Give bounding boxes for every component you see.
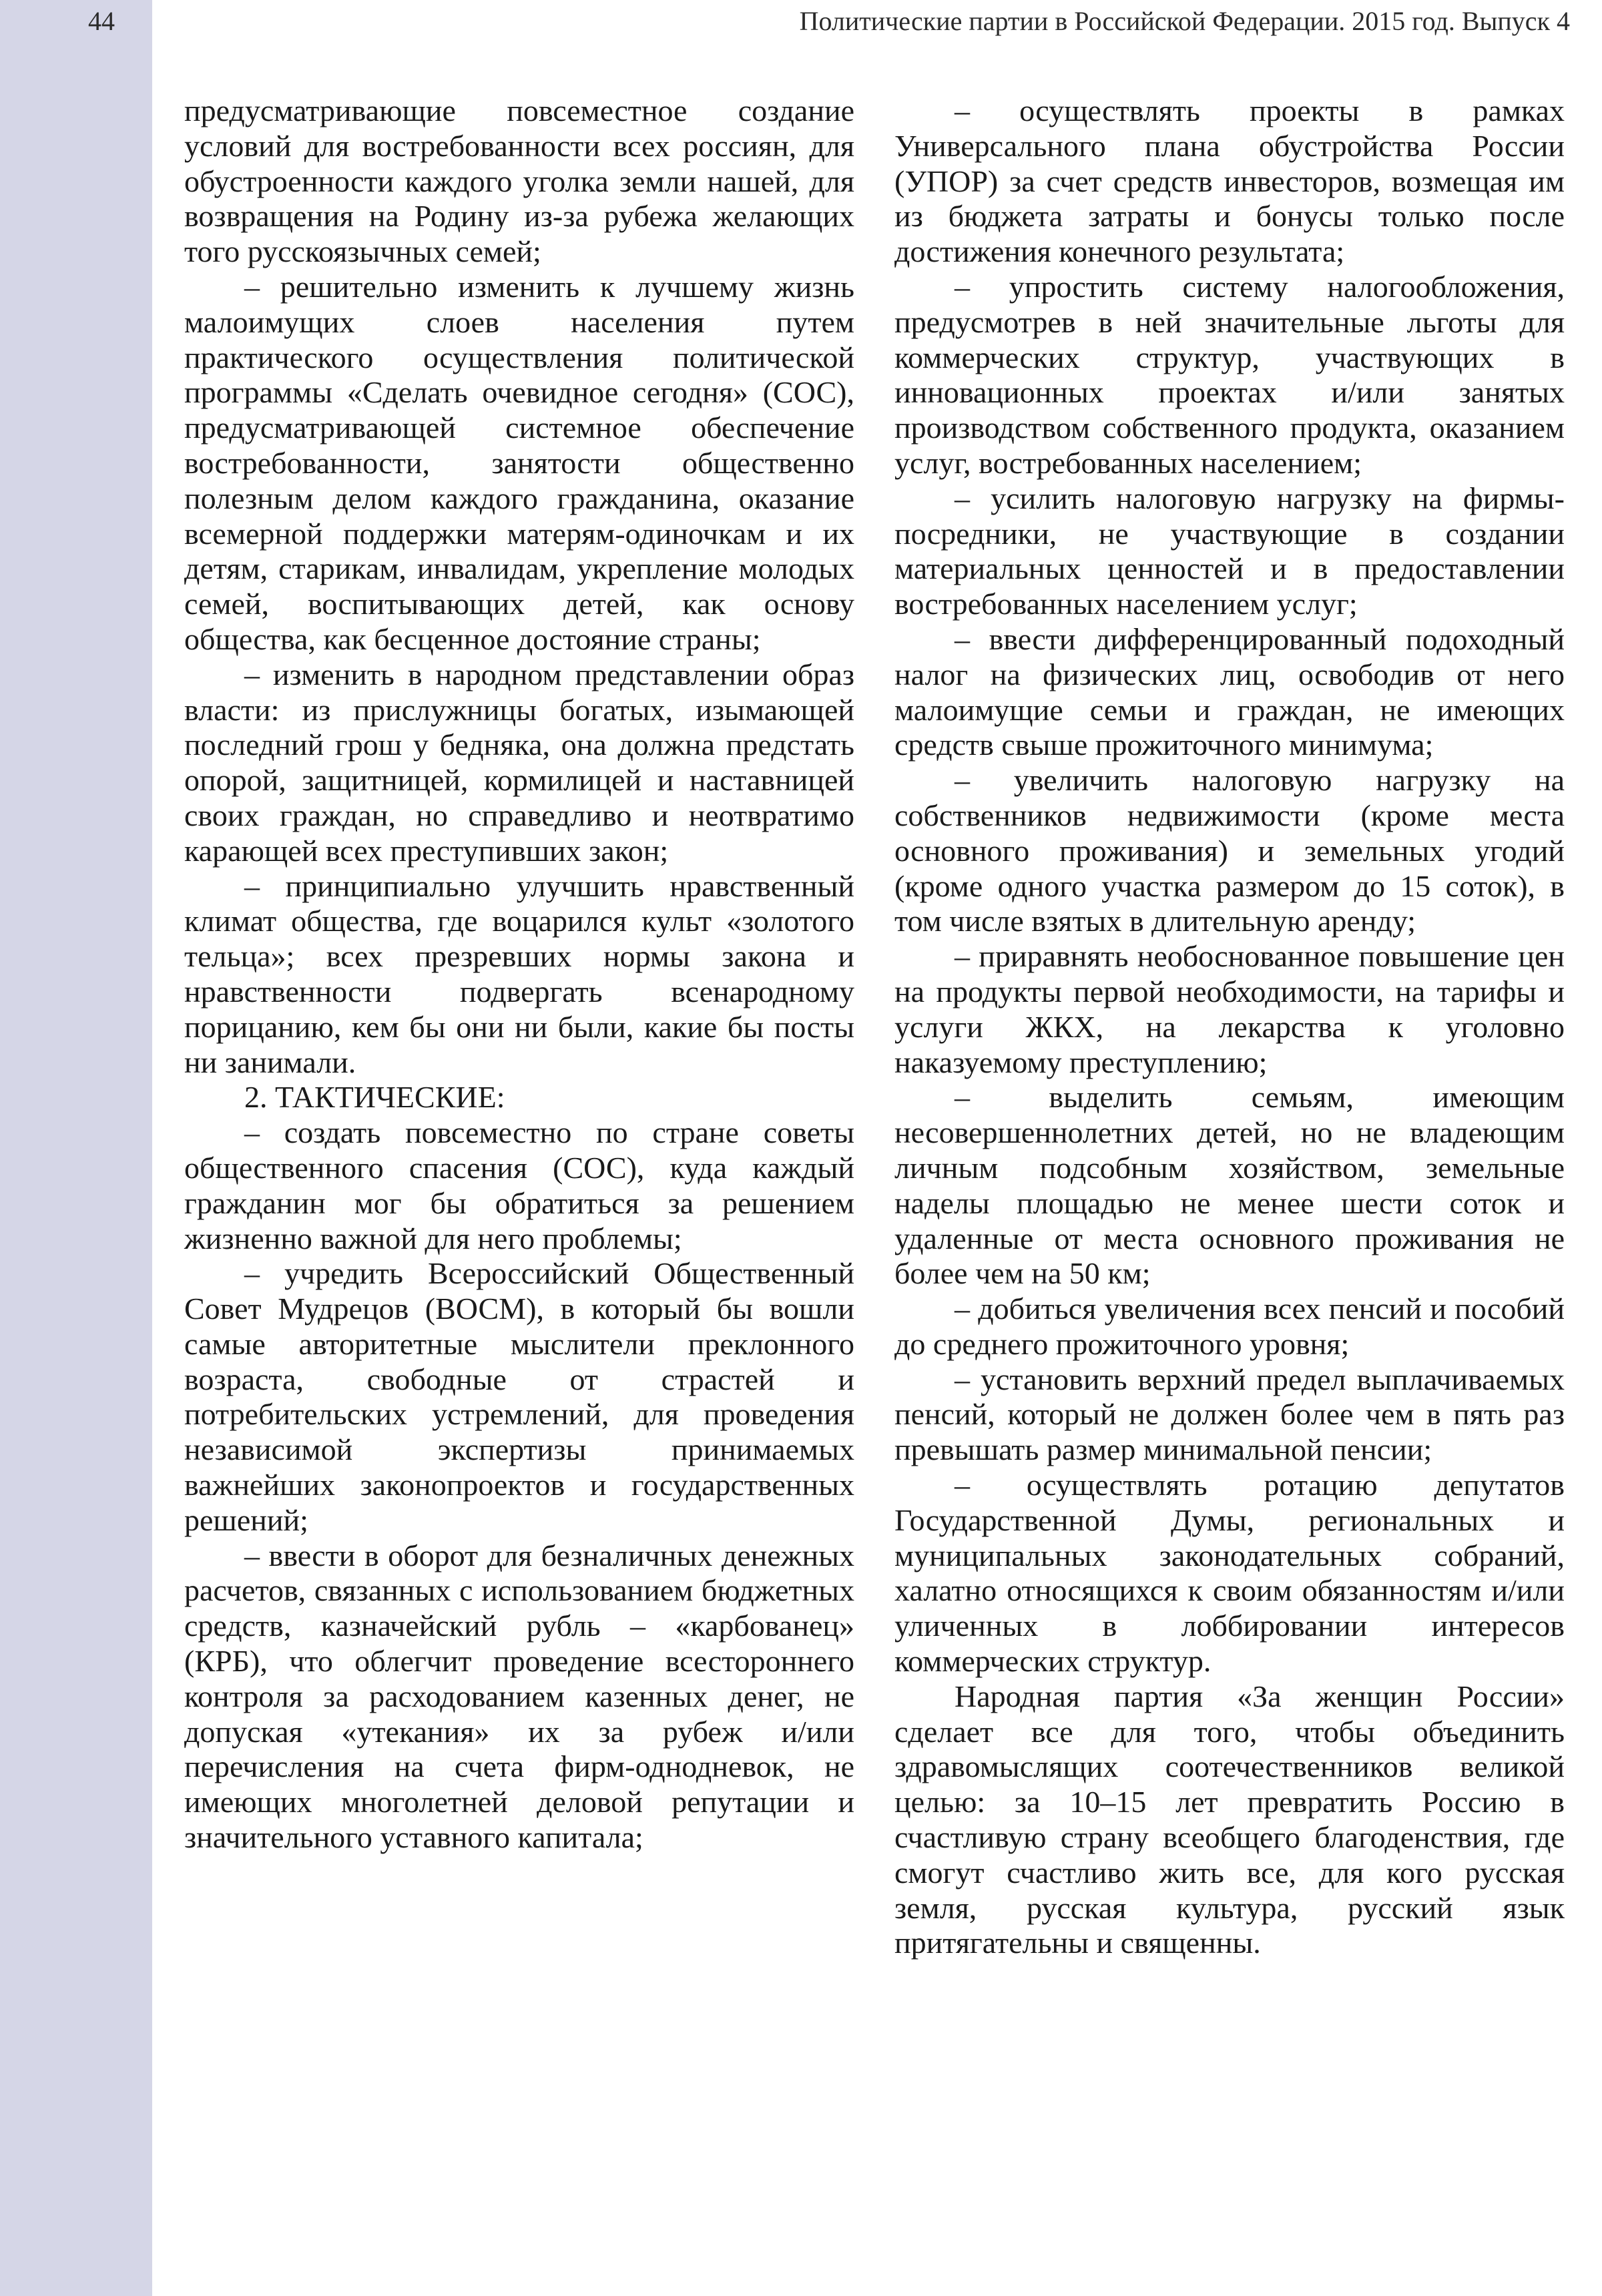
paragraph: – ввести дифференцированный подоходный налог на физических лиц, освободив от него малоимущие семьи и граждан, не имеющих средств свыше прожиточного минимума; — [894, 621, 1565, 762]
paragraph: – усилить налоговую нагрузку на фирмы-посредники, не участвующие в создании материальных ценностей и в предоставлении востребованных населением услуг; — [894, 481, 1565, 621]
paragraph: – увеличить налоговую нагрузку на собственников недвижимости (кроме места основного проживания) и земельных угодий (кроме одного участка размером до 15 соток), в том числе взятых в длительную аренду; — [894, 763, 1565, 938]
paragraph: – установить верхний предел выплачиваемых пенсий, который не должен более чем в пять раз превышать размер минимальной пенсии; — [894, 1362, 1565, 1467]
running-header: Политические партии в Российской Федерации. 2015 год. Выпуск 4 — [799, 6, 1570, 36]
closing-paragraph: Народная партия «За женщин России» сделает все для того, чтобы объединить здравомыслящих соотечественников великой целью: за 10–15 лет превратить Россию в счастливую страну всеобщего благоденствия, где смогут счастливо жить все, для кого русская земля, русская культура, русский язык притягательны и священны. — [894, 1679, 1565, 1960]
paragraph: – ввести в оборот для безналичных денежных расчетов, связанных с использованием бюджетных средств, казначейский рубль – «карбованец» (КРБ), что облегчит проведение всестороннего контроля за расходованием казенных денег, не допуская «утекания» их за рубеж и/или перечисления на счета фирм-однодневок, не имеющих многолетней деловой репутации и значительного уставного капитала; — [184, 1538, 854, 1855]
paragraph: – упростить систему налогообложения, предусмотрев в ней значительные льготы для коммерческих структур, участвующих в инновационных проектах и/или занятых производством собственного продукта, оказанием услуг, востребованных населением; — [894, 269, 1565, 480]
paragraph: – осуществлять проекты в рамках Универсального плана обустройства России (УПОР) за счет средств инвесторов, возмещая им из бюджета затраты и бонусы только после достижения конечного результата; — [894, 93, 1565, 269]
paragraph: – принципиально улучшить нравственный климат общества, где воцарился культ «золотого тельца»; всех презревших нормы закона и нравственности подвергать всенародному порицанию, кем бы они ни были, какие бы посты ни занимали. — [184, 868, 854, 1079]
paragraph: – осуществлять ротацию депутатов Государственной Думы, региональных и муниципальных законодательных собраний, халатно относящихся к своим обязанностям и/или уличенных в лоббировании интересов коммерческих структур. — [894, 1468, 1565, 1679]
paragraph: – решительно изменить к лучшему жизнь малоимущих слоев населения путем практического осуществления политической программы «Сделать очевидное сегодня» (СОС), предусматривающей системное обеспечение востребованности, занятости общественно полезным делом каждого гражданина, оказание всемерной поддержки матерям-одиночкам и их детям, старикам, инвалидам, укрепление молодых семей, воспитывающих детей, как основу общества, как бесценное достояние страны; — [184, 269, 854, 656]
section-heading: 2. ТАКТИЧЕСКИЕ: — [244, 1080, 505, 1115]
paragraph: – выделить семьям, имеющим несовершеннолетних детей, но не владеющим личным подсобным хозяйством, земельные наделы площадью не менее шести соток и удаленные от места основного проживания не более чем на 50 км; — [894, 1080, 1565, 1291]
paragraph: – приравнять необоснованное повышение цен на продукты первой необходимости, на тарифы и услуги ЖКХ, на лекарства к уголовно наказуемому преступлению; — [894, 939, 1565, 1079]
paragraph: предусматривающие повсеместное создание условий для востребованности всех россиян, для обустроенности каждого уголка земли нашей, для возвращения на Родину из-за рубежа желающих того русскоязычных семей; — [184, 93, 854, 269]
side-margin-band — [0, 0, 152, 2296]
paragraph: – учредить Всероссийский Общественный Совет Мудрецов (ВОСМ), в который бы вошли самые авторитетные мыслители преклонного возраста, свободные от страстей и потребительских устремлений, для проведения независимой экспертизы принимаемых важнейших законопроектов и государственных решений; — [184, 1256, 854, 1537]
paragraph: – создать повсеместно по стране советы общественного спасения (СОС), куда каждый гражданин мог бы обратиться за решением жизненно важной для него проблемы; — [184, 1115, 854, 1255]
right-column — [894, 93, 1565, 1961]
page-number: 44 — [88, 6, 115, 36]
paragraph: – добиться увеличения всех пенсий и пособий до среднего прожиточного уровня; — [894, 1292, 1565, 1361]
left-column — [184, 93, 854, 1855]
paragraph: – изменить в народном представлении образ власти: из прислужницы богатых, изымающей последний грош у бедняка, она должна предстать опорой, защитницей, кормилицей и наставницей своих граждан, но справедливо и неотвратимо карающей всех преступивших закон; — [184, 657, 854, 868]
